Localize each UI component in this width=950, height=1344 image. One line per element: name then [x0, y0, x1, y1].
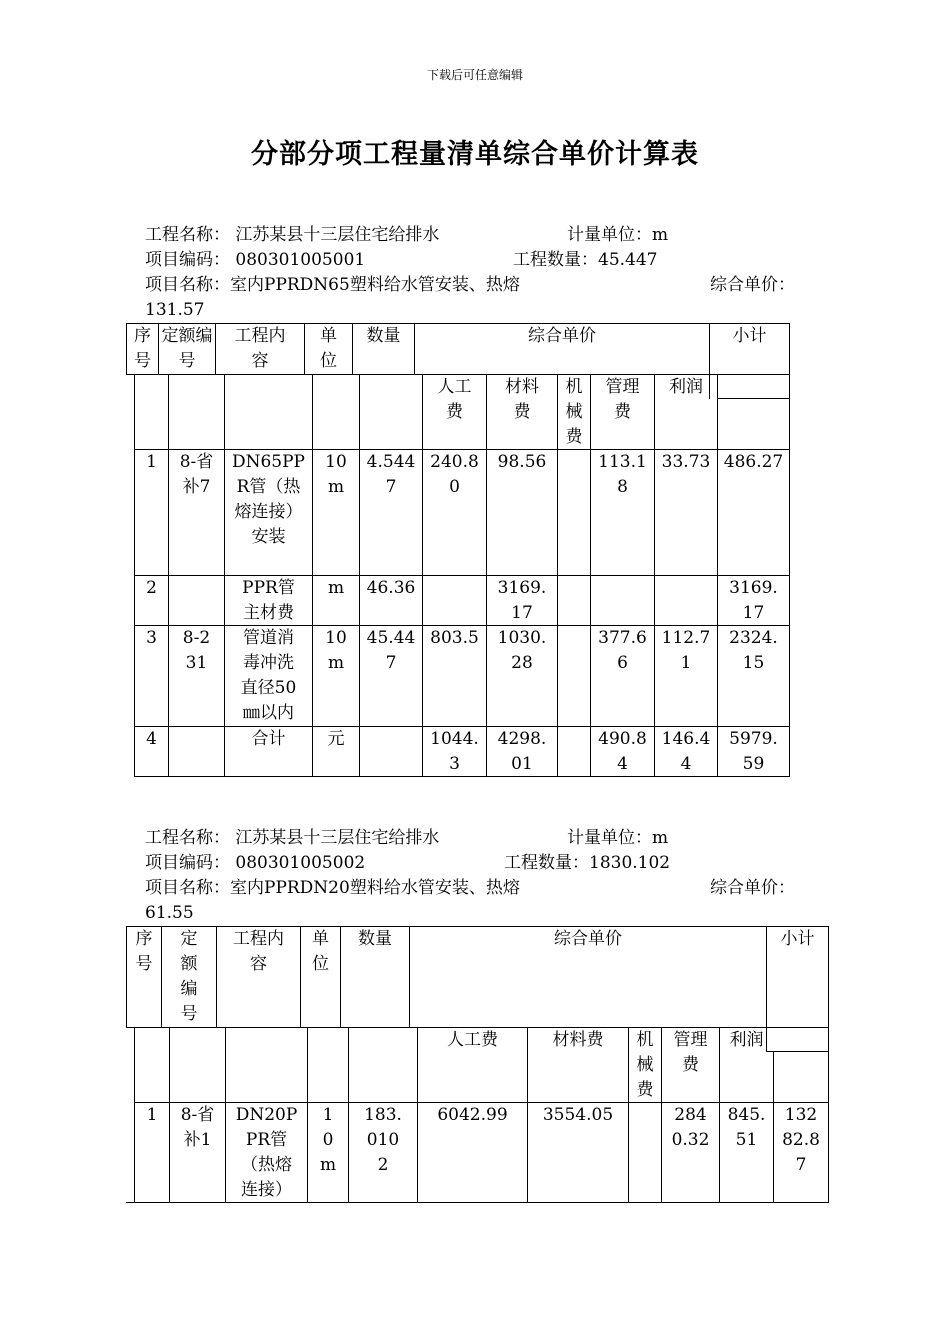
price-value: 61.55: [145, 903, 194, 923]
cell-subtotal: 3169.17: [729, 578, 778, 623]
quantity-label: 工程数量：: [513, 250, 598, 270]
cell-quota: 8-231: [182, 628, 211, 673]
cell-unit: 10m: [325, 628, 347, 673]
cell-unit: 10m: [325, 452, 347, 497]
cell-material: 98.56: [497, 452, 547, 472]
item-line: [145, 876, 520, 901]
code-line: [145, 851, 365, 876]
cell-content: PPR管主材费: [242, 578, 295, 623]
project-name-line: [145, 223, 439, 248]
cell-unit: m: [327, 578, 345, 598]
header-quota: 定额编号: [161, 326, 213, 371]
header-unit: 单位: [312, 929, 329, 974]
project-name-label: 工程名称：: [145, 828, 230, 848]
cell-qty: 46.36: [366, 578, 416, 598]
cell-labor: 240.80: [430, 452, 479, 497]
unit-label: 计量单位：: [567, 828, 652, 848]
header-combined: 综合单价: [528, 326, 596, 346]
quantity-label: 工程数量：: [504, 853, 589, 873]
header-content: 工程内容: [234, 326, 286, 371]
cell-mgmt: 2840.32: [671, 1105, 710, 1150]
cell-qty: 183.0102: [364, 1105, 402, 1175]
header-mgmt: 管理费: [605, 377, 640, 422]
unit-label: 计量单位：: [567, 225, 652, 245]
cell-seq: 2: [146, 578, 157, 598]
cell-mgmt: 490.84: [598, 729, 647, 774]
cell-quota: 8-省补7: [179, 452, 214, 497]
header-qty: 数量: [366, 326, 401, 346]
cell-profit: 112.71: [661, 628, 711, 673]
header-labor: 人工费: [447, 1030, 498, 1050]
cell-unit: 10m: [319, 1105, 337, 1175]
cell-material: 4298.01: [497, 729, 547, 774]
header-mgmt: 管理费: [673, 1030, 708, 1075]
cell-mgmt: 113.18: [598, 452, 647, 497]
cell-subtotal: 13282.87: [782, 1105, 820, 1175]
cell-profit: 845.51: [727, 1105, 766, 1150]
cell-profit: 33.73: [661, 452, 711, 472]
cell-material: 3554.05: [542, 1105, 614, 1125]
code-value: 080301005001: [235, 250, 366, 270]
project-name-label: 工程名称：: [145, 225, 230, 245]
cell-seq: 4: [146, 729, 157, 749]
quantity-value: 45.447: [598, 250, 658, 270]
cell-qty: 45.447: [366, 628, 416, 673]
project-name-value: 江苏某县十三层住宅给排水: [235, 225, 440, 245]
cell-seq: 1: [146, 1105, 158, 1125]
header-machine: 机械费: [565, 377, 583, 447]
code-value: 080301005002: [235, 853, 366, 873]
cell-labor: 803.5: [430, 628, 479, 648]
item-label: 项目名称：: [145, 275, 230, 295]
header-seq: 序号: [135, 929, 153, 974]
cell-material: 3169.17: [497, 578, 547, 623]
quantity-line: [504, 851, 670, 876]
page-title: 分部分项工程量清单综合单价计算表: [251, 139, 699, 170]
cell-unit: 元: [327, 729, 345, 749]
cell-profit: 146.44: [661, 729, 711, 774]
cell-quota: 8-省补1: [180, 1105, 215, 1150]
header-material: 材料费: [505, 377, 539, 422]
project-name-value: 江苏某县十三层住宅给排水: [235, 828, 440, 848]
cell-subtotal: 486.27: [723, 452, 784, 472]
unit-line: [567, 826, 668, 851]
quantity-line: [513, 248, 657, 273]
code-label: 项目编码：: [145, 853, 230, 873]
project-name-line: [145, 826, 439, 851]
code-label: 项目编码：: [145, 250, 230, 270]
header-unit: 单位: [320, 326, 337, 371]
header-subtotal: 小计: [780, 929, 815, 949]
header-material: 材料费: [552, 1030, 604, 1050]
cell-qty: 4.5447: [366, 452, 416, 497]
code-line: [145, 248, 365, 273]
header-content: 工程内容: [233, 929, 284, 974]
watermark: 下载后可任意编辑: [426, 68, 523, 82]
header-profit: 利润: [729, 1030, 764, 1050]
item-line: [145, 273, 520, 298]
cell-seq: 3: [146, 628, 157, 648]
header-combined: 综合单价: [554, 929, 622, 949]
header-quota: 定额编号: [180, 929, 198, 1024]
cell-subtotal: 5979.59: [729, 729, 778, 774]
header-labor: 人工费: [437, 377, 472, 422]
quantity-value: 1830.102: [589, 853, 671, 873]
cell-subtotal: 2324.15: [729, 628, 778, 673]
header-qty: 数量: [358, 929, 392, 949]
price-label: 综合单价：: [710, 878, 795, 898]
cell-content: DN20PPR管（热熔连接）: [235, 1105, 298, 1200]
header-seq: 序号: [134, 326, 151, 371]
cell-labor: 1044.3: [430, 729, 479, 774]
header-profit: 利润: [669, 377, 703, 397]
item-value: 室内PPRDN65塑料给水管安装、热熔: [230, 275, 520, 295]
price-label: 综合单价：: [710, 275, 795, 295]
cell-content: DN65PPR管（热熔连接）安装: [231, 452, 305, 547]
cell-mgmt: 377.66: [598, 628, 647, 673]
cell-content: 管道消毒冲洗直径50㎜以内: [240, 628, 297, 723]
unit-value: m: [652, 225, 669, 245]
cell-material: 1030.28: [497, 628, 547, 673]
cell-content: 合计: [251, 729, 286, 749]
cell-seq: 1: [146, 452, 157, 472]
unit-value: m: [652, 828, 669, 848]
unit-line: [567, 223, 668, 248]
price-value: 131.57: [145, 300, 205, 320]
cell-labor: 6042.99: [437, 1105, 508, 1125]
item-label: 项目名称：: [145, 878, 230, 898]
header-subtotal: 小计: [732, 326, 767, 346]
item-value: 室内PPRDN20塑料给水管安装、热熔: [230, 878, 520, 898]
header-machine: 机械费: [636, 1030, 654, 1100]
